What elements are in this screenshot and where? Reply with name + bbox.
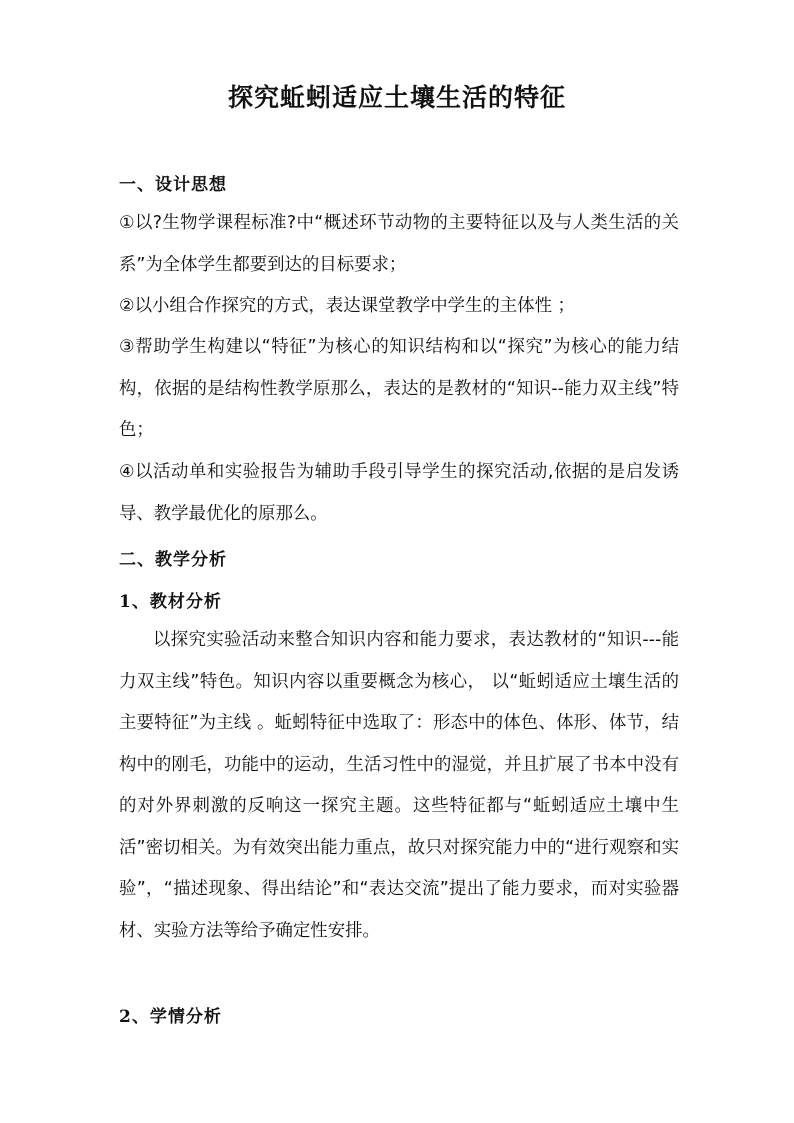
section-heading-design-ideas: 一、设计思想 [119, 175, 227, 195]
design-item-1: ①以?生物学课程标准?中“概述环节动物的主要特征以及与人类生活的关系”为全体学生都要到达的目标要求； [119, 213, 679, 275]
subsection-heading-textbook-analysis: 1、教材分析 [119, 592, 222, 612]
textbook-analysis-text: 以探究实验活动来整合知识内容和能力要求，表达教材的“知识---能力双主线”特色。知识内容以重要概念为核心， 以“蚯蚓适应土壤生活的主要特征”为主线 。蚯蚓特征中选取了：形态中的体色、体形、体节，结构中的刚毛，功能中的运动，生活习性中的湿觉，并且扩展了书本中没有的对外界刺激的反响这一探究主题。这些特征都与“蚯蚓适应土壤中生活”密切相关。为有效突出能力重点，故只对探究能力中的“进行观察和实验”，“描述现象、得出结论”和“表达交流”提出了能力要求，而对实验器材、实验方法等给予确定性安排。 [119, 630, 679, 941]
design-item-4: ④以活动单和实验报告为辅助手段引导学生的探究活动,依据的是启发诱导、教学最优化的原那么。 [119, 462, 679, 524]
section-heading-teaching-analysis: 二、教学分析 [119, 550, 227, 570]
document-title: 探究蚯蚓适应土壤生活的特征 [227, 83, 566, 112]
subsection-heading-student-analysis: 2、学情分析 [119, 1007, 222, 1027]
design-item-3: ③帮助学生构建以“特征”为核心的知识结构和以“探究”为核心的能力结构，依据的是结构性教学原那么，表达的是教材的“知识--能力双主线”特色； [119, 337, 679, 440]
design-item-2: ②以小组合作探究的方式，表达课堂教学中学生的主体性 ； [119, 296, 575, 316]
